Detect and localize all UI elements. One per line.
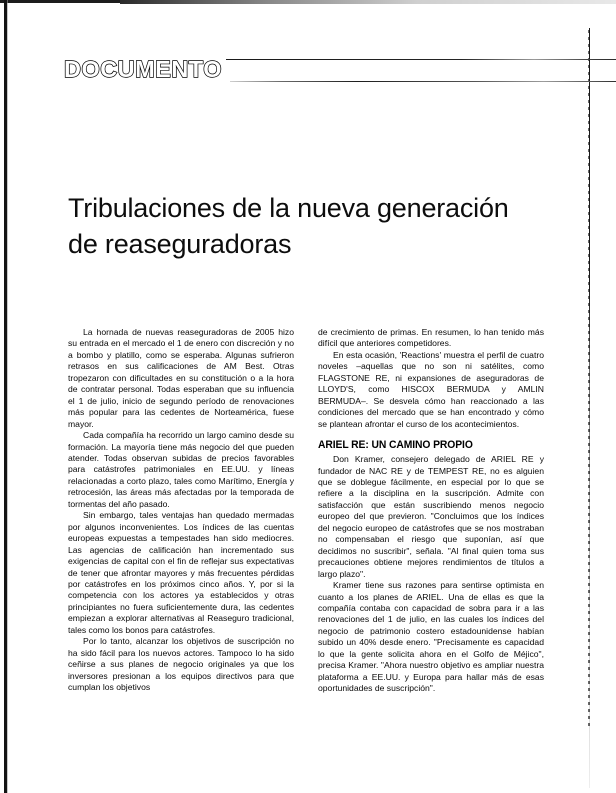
scan-edge-left-secondary (7, 0, 8, 793)
paragraph: Kramer tiene sus razones para sentirse optimista en cuanto a los planes de ARIEL. Una de ellas es que la compañía contaba con capacidad de sobra para ir a las renovaciones del 1 de julio, en las cuales los índices del negocio de patrimonio costero estadounidense habían subido un 40% desde enero. "Precisamente es capacidad lo que la gente solicita ahora en el Golfo de Méjico", precisa Kramer. "Ahora nuestro objetivo es ampliar nuestra plataforma a EE.UU. y Europa para hallar más de esas oportunidades de suscripción". (318, 580, 544, 694)
scan-vertical-line-dots (588, 30, 590, 730)
paragraph: Cada compañía ha recorrido un largo camino desde su formación. La mayoría tiene más negocio del que pueden atender. Todas observan subidas de precios favorables para catástrofes patrimoniales en EE.UU. y líneas relacionadas a corto plazo, tales como Marítimo, Energía y retrocesión, las áreas más afectadas por la temporada de tormentas del año pasado. (68, 430, 294, 509)
headline-line-1: Tribulaciones de la nueva generación (68, 193, 509, 223)
kicker-rule-bottom (230, 81, 616, 82)
article-body (68, 327, 552, 782)
paragraph: Por lo tanto, alcanzar los objetivos de suscripción no ha sido fácil para los nuevos actores. Tampoco lo ha sido ceñirse a sus planes de negocio originales ya que los inversores presionan a los equipos directivos para que cumplan los objetivos (68, 636, 294, 693)
headline-line-2: de reaseguradoras (68, 229, 292, 259)
body-column-right (318, 327, 544, 782)
kicker-rule-top (226, 59, 616, 60)
scan-edge-top-fade (120, 0, 616, 4)
body-column-left (68, 327, 294, 782)
article-headline (68, 190, 568, 262)
paragraph: Don Kramer, consejero delegado de ARIEL RE y fundador de NAC RE y de TEMPEST RE, no es alguien que se doblegue fácilmente, en especial por lo que se refiere a la disciplina en la suscripción. Admite con satisfacción que están suscribiendo menos negocio europeo del que previeron. "Concluimos que los índices del negocio europeo de catástrofes que se nos mostraban no compensaban el riesgo que suponían, así que decidimos no suscribir", señala. "Al final quien toma sus precauciones obtiene mejores rendimientos de títulos a largo plazo". (318, 454, 544, 579)
paragraph: La hornada de nuevas reaseguradoras de 2005 hizo su entrada en el mercado el 1 de enero con discreción y no a bombo y platillo, como se esperaba. Algunas sufrieron retrasos en sus calificaciones de AM Best. Otras tropezaron con dificultades en su constitución o a la hora de contratar personal. Todas esperaban que su influencia el 1 de julio, inicio de segundo período de renovaciones más popular para las cedentes de Norteamérica, fuese mayor. (68, 327, 294, 429)
paragraph: de crecimiento de primas. En resumen, lo han tenido más difícil que anteriores competidores. (318, 327, 544, 349)
section-subheading: ARIEL RE: UN CAMINO PROPIO (318, 439, 473, 452)
paragraph: En esta ocasión, 'Reactions' muestra el perfil de cuatro noveles –aquellas que no son ni satélites, como FLAGSTONE RE, ni expansiones de aseguradoras de LLOYD'S, como HISCOX BERMUDA y AMLIN BERMUDA–. Se desvela cómo han reaccionado a las condiciones del mercado que se han encontrado y cómo se plantean afrontar el curso de los acontecimientos. (318, 349, 544, 429)
section-kicker-label: DOCUMENTO (64, 56, 222, 82)
paragraph: Sin embargo, tales ventajas han quedado mermadas por algunos inconvenientes. Los índices de las cuentas europeas expuestas a tempestades han sido mediocres. Las agencias de calificación han incrementado sus exigencias de capital con el fin de reflejar sus expectativas de tener que afrontar mayores y más frecuentes pérdidas por catástrofes en los próximos cinco años. Y, por si la competencia con los actores ya establecidos y otras principiantes no fuera suficientemente dura, las cedentes empiezan a explorar alternativas al Reaseguro tradicional, tales como los bonos para catástrofes. (68, 510, 294, 635)
section-kicker (64, 56, 592, 86)
